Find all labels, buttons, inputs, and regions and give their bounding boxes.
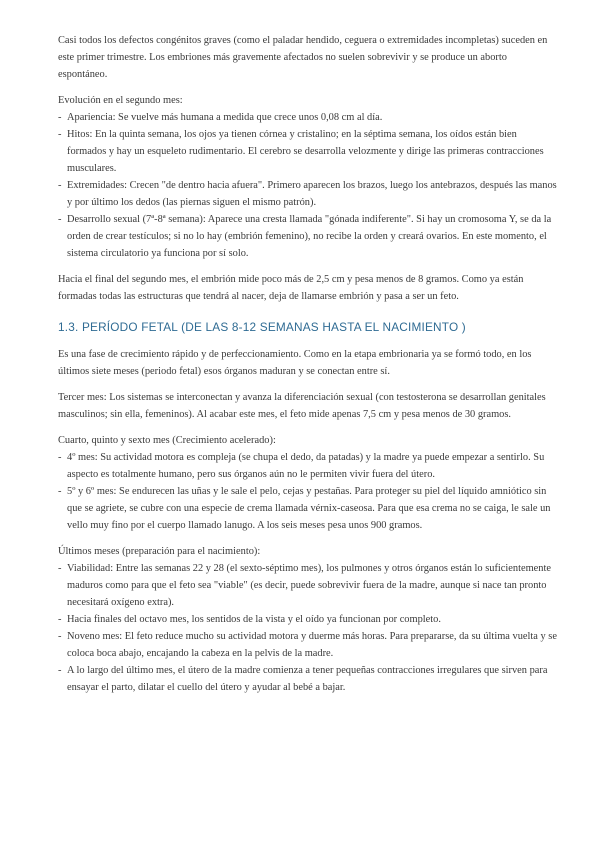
list-item: - Apariencia: Se vuelve más humana a medida que crece unos 0,08 cm al día. — [58, 109, 558, 126]
list-item: - 4º mes: Su actividad motora es compleja (se chupa el dedo, da patadas) y la madre ya puede empezar a sentirlo. Su aspecto es totalmente humano, pero sus órganos aún no le permiten vivir fuera del útero. — [58, 449, 558, 483]
second-month-list — [58, 109, 558, 262]
list-item: - Hacia finales del octavo mes, los sentidos de la vista y el oído ya funcionan por completo. — [58, 611, 558, 628]
last-months-list — [58, 560, 558, 696]
document-page — [58, 32, 558, 705]
list-item: - Desarrollo sexual (7ª-8ª semana): Aparece una cresta llamada "gónada indiferente". Si hay un cromosoma Y, se da la orden de crear testículos; si no lo hay (embrión femenino), no recibe la orden y creará ovarios. En este momento, el sistema circulatorio ya funciona por sí solo. — [58, 211, 558, 262]
second-month-title: Evolución en el segundo mes: — [58, 95, 183, 106]
list-item: - A lo largo del último mes, el útero de la madre comienza a tener pequeñas contracciones irregulares que sirven para ensayar el parto, dilatar el cuello del útero y ayudar al bebé a bajar. — [58, 662, 558, 696]
list-item: - Hitos: En la quinta semana, los ojos ya tienen córnea y cristalino; en la séptima semana, los oídos están bien formados y hay un esqueleto rudimentario. El cerebro se desarrolla velozmente y dirige las primeras contracciones musculares. — [58, 126, 558, 177]
intro-paragraph: Casi todos los defectos congénitos graves (como el paladar hendido, ceguera o extremidades incompletas) suceden en este primer trimestre. Los embriones más gravemente afectados no suelen sobrevivir y se produce un aborto espontáneo. — [58, 35, 548, 80]
section-heading: 1.3. PERÍODO FETAL (DE LAS 8-12 SEMANAS HASTA EL NACIMIENTO ) — [58, 320, 466, 334]
third-month-paragraph: Tercer mes: Los sistemas se interconectan y avanza la diferenciación sexual (con testosterona se desarrollan genitales masculinos; sin ella, femeninos). Al acabar este mes, el feto mide apenas 7,5 cm y pesa menos de 30 gramos. — [58, 392, 546, 420]
end-second-month-paragraph: Hacia el final del segundo mes, el embrión mide poco más de 2,5 cm y pesa menos de 8 gramos. Como ya están formadas todas las estructuras que tendrá al nacer, deja de llamarse embrión y pasa a ser un feto. — [58, 274, 524, 302]
growth-months-title: Cuarto, quinto y sexto mes (Crecimiento acelerado): — [58, 435, 276, 446]
list-item: - Noveno mes: El feto reduce mucho su actividad motora y duerme más horas. Para prepararse, da su última vuelta y se coloca boca abajo, encajando la cabeza en la pelvis de la madre. — [58, 628, 558, 662]
fetal-intro-paragraph: Es una fase de crecimiento rápido y de perfeccionamiento. Como en la etapa embrionaria ya se formó todo, en los últimos siete meses (periodo fetal) esos órganos maduran y se conectan entre sí. — [58, 349, 532, 377]
growth-months-list — [58, 449, 558, 534]
list-item: - Extremidades: Crecen "de dentro hacia afuera". Primero aparecen los brazos, luego los antebrazos, después las manos y por último los dedos (las piernas siguen el mismo patrón). — [58, 177, 558, 211]
list-item: - 5º y 6º mes: Se endurecen las uñas y le sale el pelo, cejas y pestañas. Para proteger su piel del líquido amniótico sin que se agriete, se cubre con una especie de crema llamada vérnix-caseosa. Para que esa crema no se caiga, le sale un vello muy fino por el cuerpo llamado lanugo. A los seis meses pesa unos 900 gramos. — [58, 483, 558, 534]
list-item: - Viabilidad: Entre las semanas 22 y 28 (el sexto-séptimo mes), los pulmones y otros órganos están lo suficientemente maduros como para que el feto sea "viable" (es decir, puede sobrevivir fuera de la madre, aunque si nace tan pronto necesitará oxígeno extra). — [58, 560, 558, 611]
last-months-title: Últimos meses (preparación para el nacimiento): — [58, 546, 261, 557]
